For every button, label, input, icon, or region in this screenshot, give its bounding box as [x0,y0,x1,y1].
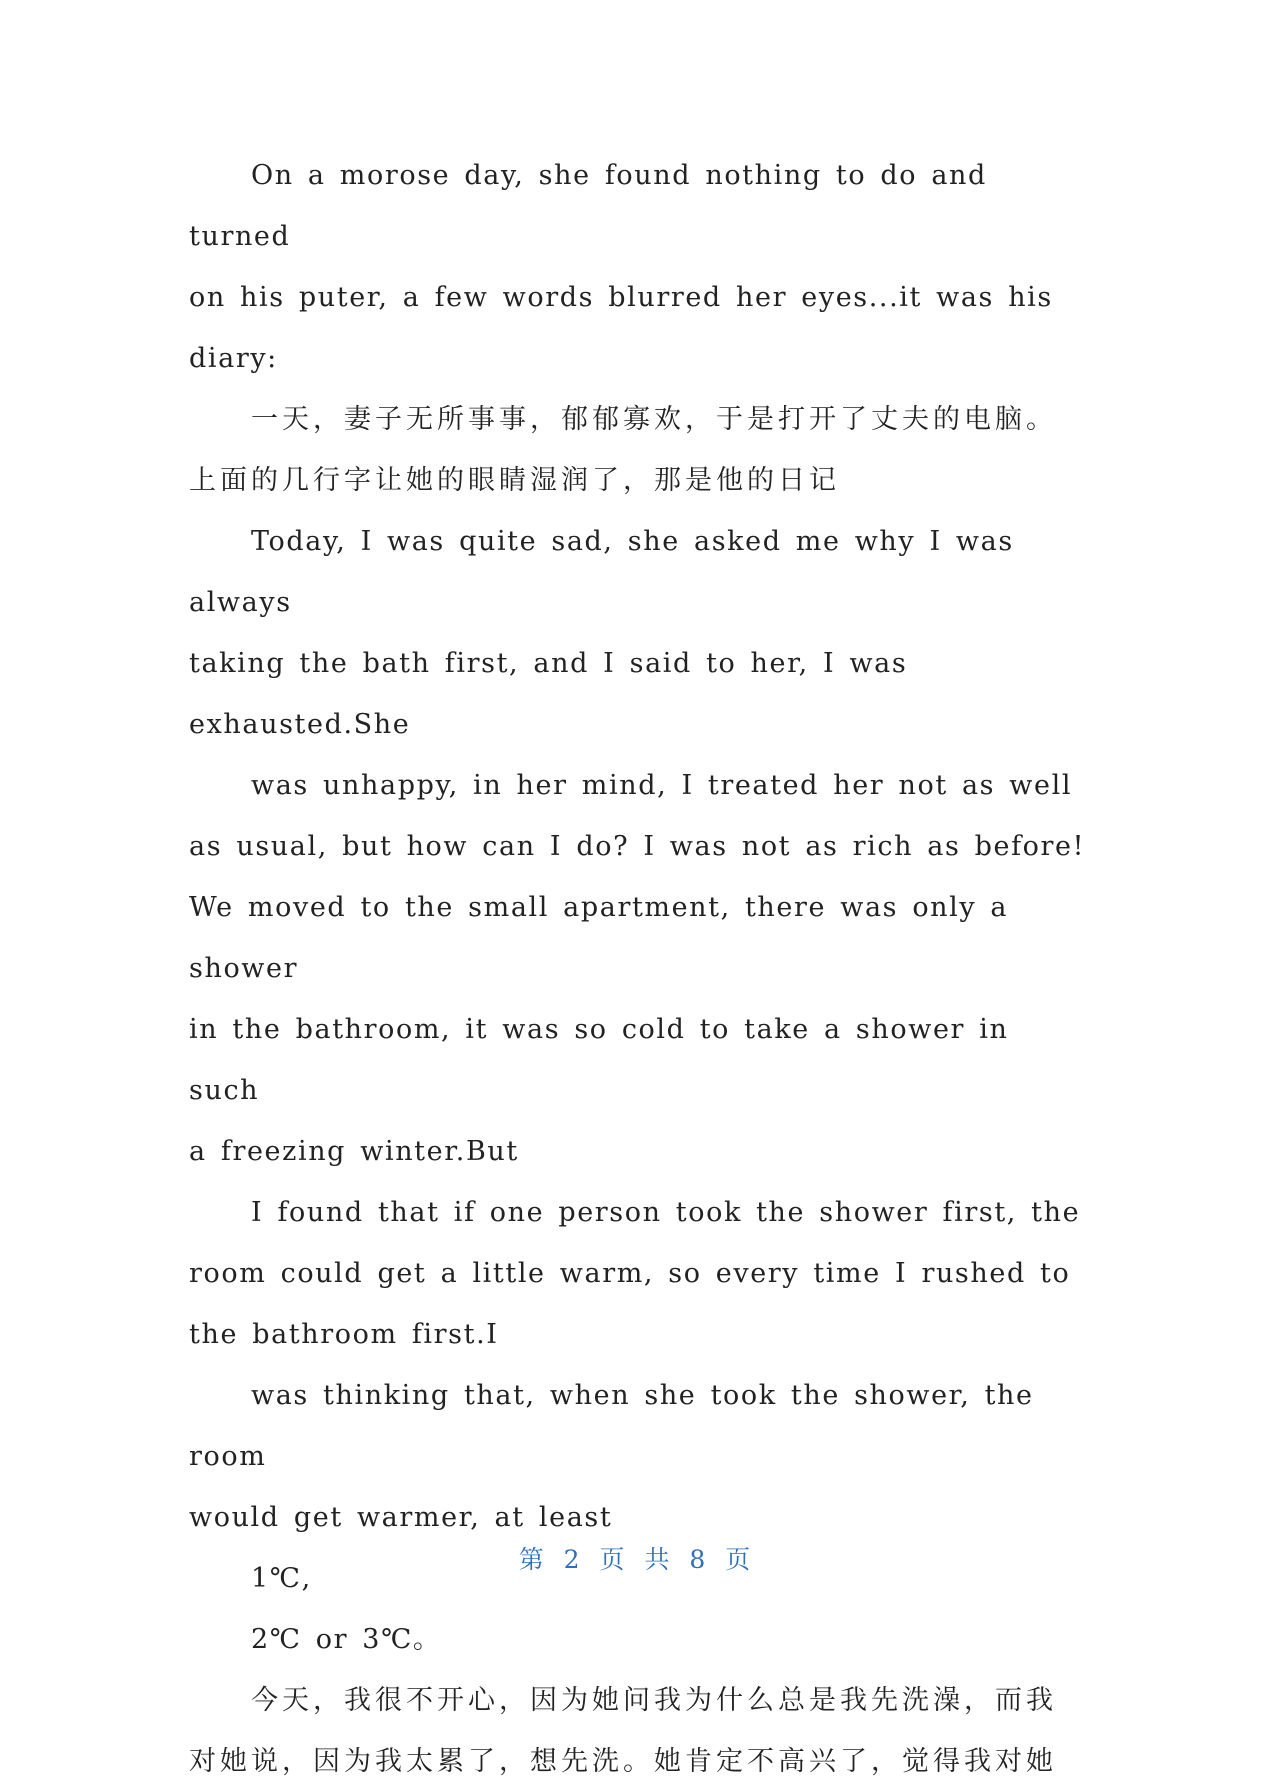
text-line: I found that if one person took the shower first, the [251,1197,1081,1228]
text-line: room could get a little warm, so every time I rushed to [189,1258,1071,1289]
page-number-footer: 第 2 页 共 8 页 [518,1545,757,1574]
text-line: in the bathroom, it was so cold to take a shower in such [189,1014,1009,1106]
text-line: 今天，我很不开心，因为她问我为什么总是我先洗澡，而我 [251,1685,1057,1716]
text-line: 一天，妻子无所事事，郁郁寡欢，于是打开了丈夫的电脑。 [251,404,1057,435]
paragraph [189,1670,1089,1792]
paragraph [189,145,1089,389]
text-line: Today, I was quite sad, she asked me why I was always [189,526,1014,618]
text-line: On a morose day, she found nothing to do and turned [189,160,987,252]
text-line: was thinking that, when she took the shower, the room [189,1380,1034,1472]
text-line: diary: [189,343,278,374]
text-line: was unhappy, in her mind, I treated her not as well [251,770,1073,801]
text-line: We moved to the small apartment, there was only a shower [189,892,1009,984]
text-line: taking the bath first, and I said to her, I was [189,648,908,679]
text-line: as usual, but how can I do? I was not as rich as before! [189,831,1086,862]
paragraph [189,1365,1089,1548]
paragraph [189,389,1089,511]
text-line: 2℃ or 3℃。 [251,1624,442,1655]
text-line: exhausted.She [189,709,411,740]
paragraph [189,1182,1089,1365]
text-line: 上面的几行字让她的眼睛湿润了，那是他的日记 [189,465,840,496]
text-line: a freezing winter.But [189,1136,519,1167]
text-line: on his puter, a few words blurred her eyes...it was his [189,282,1053,313]
text-line: 对她说，因为我太累了，想先洗。她肯定不高兴了，觉得我对她 [189,1746,1057,1777]
paragraph [189,1609,1089,1670]
text-line: 1℃, [251,1563,312,1594]
paragraph [189,755,1089,1182]
text-line: would get warmer, at least [189,1502,613,1533]
paragraph [189,511,1089,755]
text-line: the bathroom first.I [189,1319,499,1350]
